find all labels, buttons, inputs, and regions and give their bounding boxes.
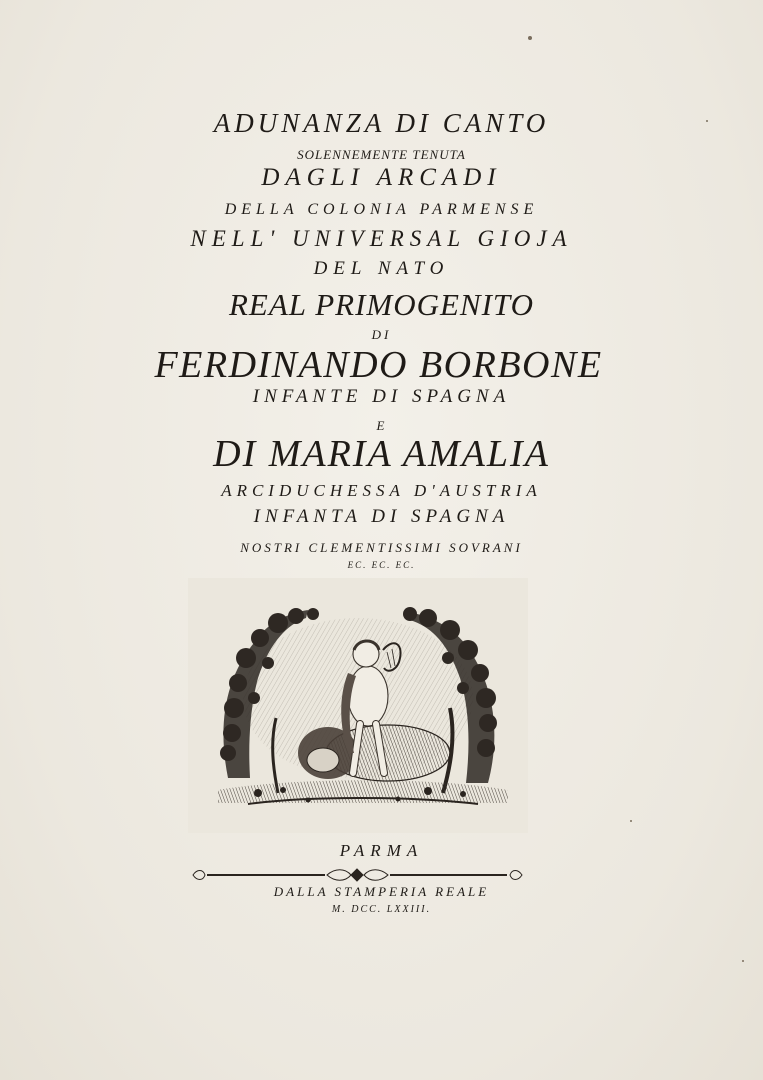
- paper-speck: [630, 820, 632, 822]
- title-line-4: DELLA COLONIA PARMENSE: [224, 201, 539, 218]
- title-line-11: E: [376, 418, 387, 433]
- title-line-15: NOSTRI CLEMENTISSIMI SOVRANI: [240, 540, 523, 555]
- title-line-13: ARCIDUCHESSA D'AUSTRIA: [221, 481, 542, 500]
- title-line-7: REAL PRIMOGENITO: [228, 287, 535, 322]
- title-line-10: INFANTE DI SPAGNA: [252, 386, 511, 407]
- title-line-6: DEL NATO: [313, 258, 450, 279]
- title-line-14: INFANTA DI SPAGNA: [253, 506, 510, 527]
- title-line-9: FERDINANDO BORBONE: [154, 344, 603, 386]
- title-line-5: NELL' UNIVERSAL GIOJA: [190, 226, 573, 251]
- title-line-2: SOLENNEMENTE TENUTA: [297, 147, 466, 162]
- title-line-3: DAGLI ARCADI: [261, 164, 502, 191]
- title-line-1: ADUNANZA DI CANTO: [213, 108, 550, 138]
- putto-lion-vignette-image: [188, 578, 528, 833]
- paper-speck: [706, 120, 708, 122]
- title-line-12: DI MARIA AMALIA: [213, 433, 550, 475]
- imprint-date: M. DCC. LXXIII.: [331, 904, 432, 915]
- printer-ornament-rule: [185, 866, 530, 884]
- title-line-8: DI: [371, 327, 392, 342]
- paper-speck: [742, 960, 744, 962]
- imprint-city: PARMA: [339, 841, 424, 860]
- paper-speck: [528, 36, 532, 40]
- imprint-printer: DALLA STAMPERIA REALE: [273, 884, 490, 899]
- engraved-vignette: [188, 578, 528, 833]
- title-line-16: EC. EC. EC.: [347, 560, 416, 570]
